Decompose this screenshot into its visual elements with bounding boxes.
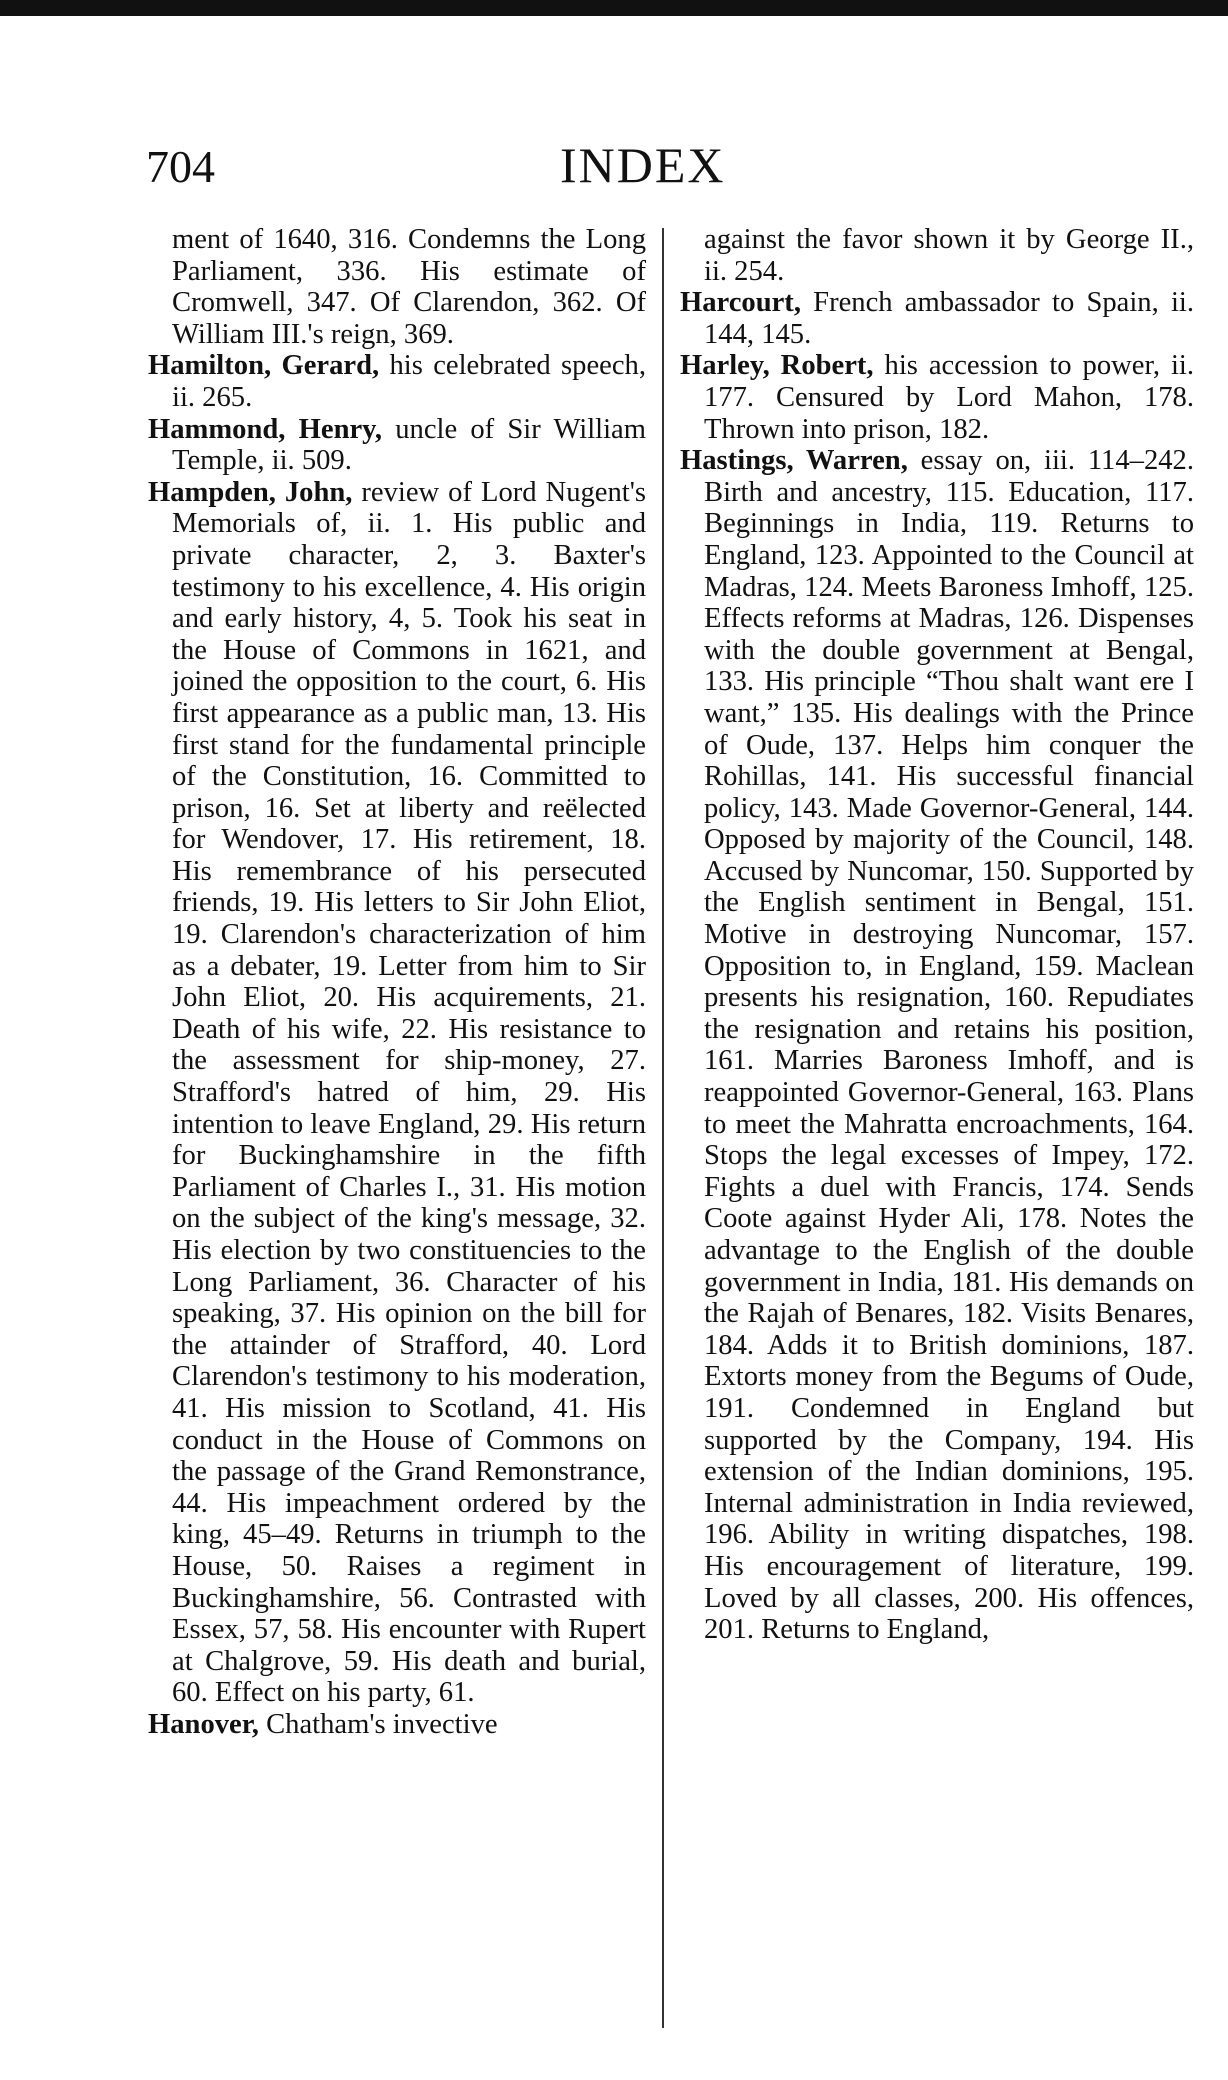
index-entry-hanover	[148, 1709, 646, 1741]
index-entry-hammond	[148, 414, 646, 477]
entry-text: uncle of Sir William Temple, ii. 509.	[172, 413, 646, 477]
index-entry-hampden	[148, 477, 646, 1709]
page-number: 704	[146, 141, 215, 192]
index-entry-continuation	[680, 224, 1194, 287]
entry-heading: Hastings, Warren,	[680, 445, 908, 477]
index-entry-harley	[680, 350, 1194, 445]
running-head: INDEX	[560, 137, 726, 193]
entry-text: his celebrated speech, ii. 265.	[172, 350, 646, 413]
index-entry-hamilton	[148, 350, 646, 413]
entry-heading: Hampden, John,	[148, 476, 353, 508]
top-border-rule	[0, 0, 1228, 16]
entry-text: his accession to power, ii. 177. Censured by Lord Mahon, 178. Thrown into prison, 182.	[704, 350, 1194, 445]
right-column	[680, 224, 1194, 1646]
entry-heading: Hanover,	[148, 1708, 259, 1740]
column-divider	[662, 228, 664, 2028]
entry-heading: Harley, Robert,	[680, 350, 874, 382]
index-entry-hastings	[680, 445, 1194, 1646]
entry-text: against the favor shown it by George II., ii. 254.	[704, 224, 1194, 287]
entry-heading: Hammond, Henry,	[148, 413, 383, 445]
index-entry-harcourt	[680, 287, 1194, 350]
entry-heading: Hamilton, Gerard,	[148, 350, 380, 382]
entry-text: Chatham's invective	[258, 1708, 498, 1740]
entry-text: French ambassador to Spain, ii. 144, 145.	[704, 287, 1194, 350]
entry-text: review of Lord Nugent's Memorials of, ii. 1. His public and private character, 2, 3. Baxter's testimony to his excellence, 4. His origin and early history, 4, 5. Took his seat in the House of Commons in 1621, and joined the opposition to the court, 6. His first appearance as a public man, 13. His first stand for the fundamental principle of the Constitution, 16. Committed to prison, 16. Set at liberty and reëlected for Wendover, 17. His retirement, 18. His remembrance of his persecuted friends, 19. His letters to Sir John Eliot, 19. Clarendon's characterization of him as a debater, 19. Letter from him to Sir John Eliot, 20. His acquirements, 21. Death of his wife, 22. His resistance to the assessment for ship-money, 27. Strafford's hatred of him, 29. His intention to leave England, 29. His return for Buckinghamshire in the fifth Parliament of Charles I., 31. His motion on the subject of the king's message, 32. His election by two constituencies to the Long Parliament, 36. Character of his speaking, 37. His opinion on the bill for the attainder of Strafford, 40. Lord Clarendon's testimony to his moderation, 41. His mission to Scotland, 41. His conduct in the House of Commons on the passage of the Grand Remonstrance, 44. His impeachment ordered by the king, 45–49. Returns in triumph to the House, 50. Raises a regiment in Buckinghamshire, 56. Contrasted with Essex, 57, 58. His encounter with Rupert at Chalgrove, 59. His death and burial, 60. Effect on his party, 61.	[172, 476, 646, 1709]
left-column	[148, 224, 646, 1741]
entry-heading: Harcourt,	[680, 287, 801, 319]
index-entry-continuation	[148, 224, 646, 350]
entry-text: essay on, iii. 114–242. Birth and ancestry, 115. Education, 117. Beginnings in India, 119. Returns to England, 123. Appointed to the Council at Madras, 124. Meets Baroness Imhoff, 125. Effects reforms at Madras, 126. Dispenses with the double government at Bengal, 133. His principle “Thou shalt want ere I want,” 135. His dealings with the Prince of Oude, 137. Helps him conquer the Rohillas, 141. His successful financial policy, 143. Made Governor-General, 144. Opposed by majority of the Council, 148. Accused by Nuncomar, 150. Supported by the English sentiment in Bengal, 151. Motive in destroying Nuncomar, 157. Opposition to, in England, 159. Maclean presents his resignation, 160. Repudiates the resignation and retains his position, 161. Marries Baroness Imhoff, and is reappointed Governor-General, 163. Plans to meet the Mahratta encroachments, 164. Stops the legal excesses of Impey, 172. Fights a duel with Francis, 174. Sends Coote against Hyder Ali, 178. Notes the advantage to the English of the double government in India, 181. His demands on the Rajah of Benares, 182. Visits Benares, 184. Adds it to British dominions, 187. Extorts money from the Begums of Oude, 191. Condemned in England but supported by the Company, 194. His extension of the Indian dominions, 195. Internal administration in India reviewed, 196. Ability in writing dispatches, 198. His encouragement of literature, 199. Loved by all classes, 200. His offences, 201. Returns to England,	[704, 445, 1194, 1646]
entry-text: ment of 1640, 316. Condemns the Long Parliament, 336. His estimate of Cromwell, 347. Of Clarendon, 362. Of William III.'s reign, 369.	[172, 224, 646, 350]
